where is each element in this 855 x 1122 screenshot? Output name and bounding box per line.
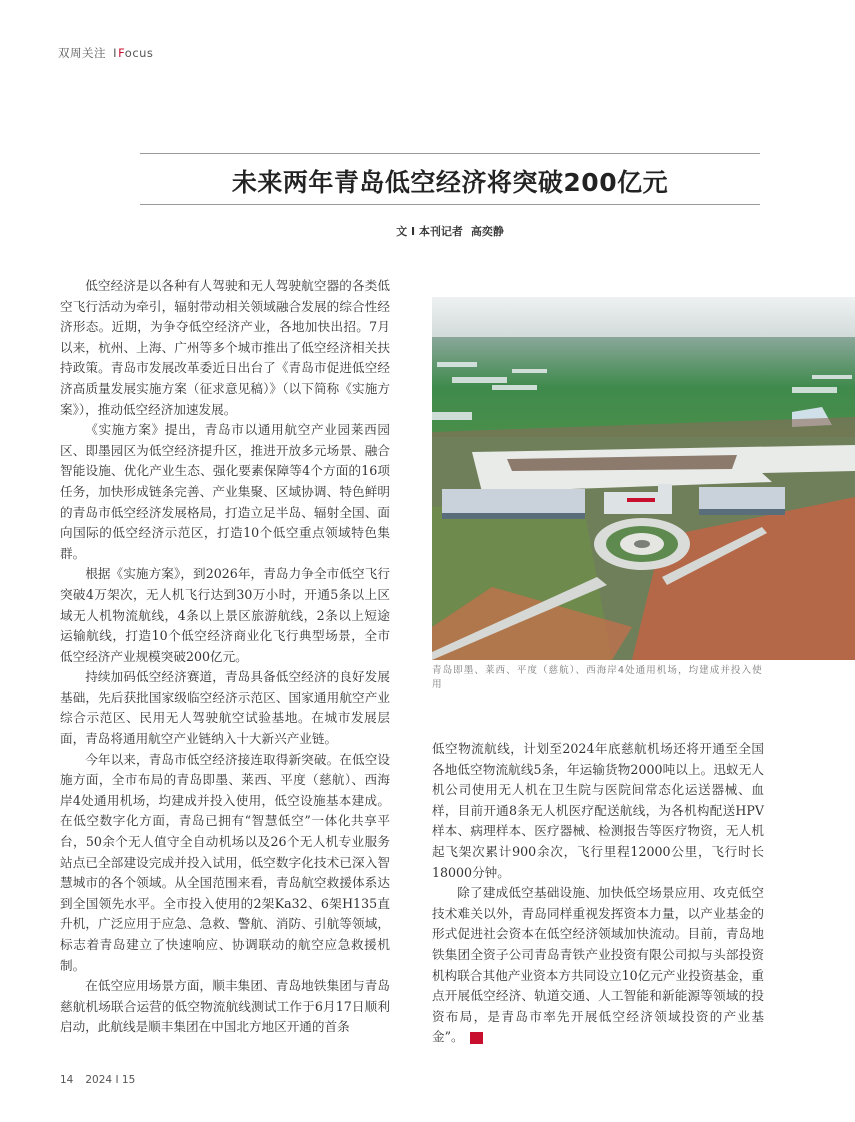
left-column bbox=[60, 276, 390, 1038]
page-number: 14 bbox=[60, 1074, 74, 1086]
section-label-cn: 双周关注 bbox=[58, 46, 106, 60]
fountain bbox=[634, 540, 650, 548]
airport-aerial-photo bbox=[432, 297, 855, 660]
byline-role: 本刊记者 bbox=[418, 225, 463, 238]
section-header bbox=[58, 45, 153, 61]
end-mark-icon: Z bbox=[470, 1032, 483, 1044]
airport-aerial-illustration bbox=[432, 297, 855, 660]
terminal-sign bbox=[627, 498, 655, 502]
page-footer bbox=[60, 1074, 135, 1086]
issue-year: 2024 bbox=[85, 1074, 113, 1086]
paragraph: 低空物流航线，计划至2024年底慈航机场还将开通至全国各地低空物流航线5条，年运输货物2000吨以上。迅蚁无人机公司使用无人机在卫生院与医院间常态化运送器械、血样，目前开通8条无人机医疗配送航线，为各机构配送HPV样本、病理样本、医疗器械、检测报告等医疗物资，无人机起飞架次累计900余次，飞行里程12000公里，飞行时长18000分钟。 bbox=[432, 741, 764, 880]
paragraph: 低空经济是以各种有人驾驶和无人驾驶航空器的各类低空飞行活动为牵引，辐射带动相关领域融合发展的综合性经济形态。近期，为争夺低空经济产业，各地加快出招。7月以来，杭州、上海、广州等多个城市推出了低空经济相关扶持政策。青岛市发展改革委近日出台了《青岛市促进低空经济高质量发展实施方案（征求意见稿）》（以下简称《实施方案》），推动低空经济加速发展。 bbox=[60, 278, 390, 417]
issue-separator: I bbox=[115, 1074, 119, 1086]
section-label-en-rest: ocus bbox=[124, 46, 154, 60]
paragraph: 根据《实施方案》，到2026年，青岛力争全市低空飞行突破4万架次，无人机飞行达到30万小时，开通5条以上区域无人机物流航线，4条以上景区旅游航线，2条以上短途运输航线，打造10个低空经济商业化飞行典型场景，全市低空经济产业规模突破200亿元。 bbox=[60, 566, 390, 664]
sky bbox=[432, 297, 855, 342]
paragraph: 今年以来，青岛市低空经济接连取得新突破。在低空设施方面，全市布局的青岛即墨、莱西、平度（慈航）、西海岸4处通用机场，均建成并投入使用，低空设施基本建成。在低空数字化方面，青岛已拥有“智慧低空”一体化共享平台，50余个无人值守全自动机场以及26个无人机专业服务站点已全部建设完成并投入试用，低空数字化技术已深入智慧城市的各个领域。从全国范围来看，青岛航空救援体系达到全国领先水平。全市投入使用的2架Ka32、6架H135直升机，广泛应用于应急、急救、警航、消防、引航等领域，标志着青岛建立了快速响应、协调联动的航空应急救援机制。 bbox=[60, 751, 390, 973]
control-tower bbox=[658, 484, 672, 494]
section-separator: I bbox=[113, 46, 118, 60]
paragraph: 在低空应用场景方面，顺丰集团、青岛地铁集团与青岛慈航机场联合运营的低空物流航线测试工作于6月17日顺利启动，此航线是顺丰集团在中国北方地区开通的首条 bbox=[60, 978, 390, 1035]
issue-number: 15 bbox=[121, 1074, 136, 1086]
byline-prefix: 文 bbox=[396, 225, 408, 238]
byline-author: 高奕静 bbox=[470, 225, 504, 238]
paragraph bbox=[432, 883, 764, 1048]
paragraph-text: 除了建成低空基础设施、加快低空场景应用、攻克低空技术难关以外，青岛同样重视发挥资本力量，以产业基金的形式促进社会资本在低空经济领域加快流动。目前，青岛地铁集团全资子公司青岛青铁产业投资有限公司拟与头部投资机构联合其他产业资本方共同设立10亿元产业投资基金，重点开展低空经济、轨道交通、人工智能和新能源等领域的投资布局，是青岛市率先开展低空经济领域投资的产业基金”。 bbox=[432, 885, 764, 1045]
paragraph: 持续加码低空经济赛道，青岛具备低空经济的良好发展基础，先后获批国家级临空经济示范区、国家通用航空产业综合示范区、民用无人驾驶航空试验基地。在城市发展层面，青岛将通用航空产业链纳入十大新兴产业链。 bbox=[60, 669, 390, 747]
paragraph: 《实施方案》提出，青岛市以通用航空产业园莱西园区、即墨园区为低空经济提升区，推进开放多元场景、融合智能设施、优化产业生态、强化要素保障等4个方面的16项任务，加快形成链条完善、产业集聚、区域协调、特色鲜明的青岛市低空经济发展格局，打造立足半岛、辐射全国、面向国际的低空经济示范区，打造10个低空重点领域特色集群。 bbox=[60, 422, 390, 561]
byline-separator: I bbox=[410, 225, 416, 238]
byline bbox=[140, 223, 760, 239]
title-top-rule bbox=[140, 153, 760, 154]
section-label-en-accent: F bbox=[118, 46, 125, 60]
right-column bbox=[432, 739, 764, 1048]
title-bottom-rule bbox=[140, 204, 760, 205]
terminal-building bbox=[604, 492, 672, 514]
article-title: 未来两年青岛低空经济将突破200亿元 bbox=[231, 168, 669, 197]
photo-caption: 青岛即墨、莱西、平度（慈航）、西海岸4处通用机场，均建成并投入使用 bbox=[432, 665, 763, 690]
